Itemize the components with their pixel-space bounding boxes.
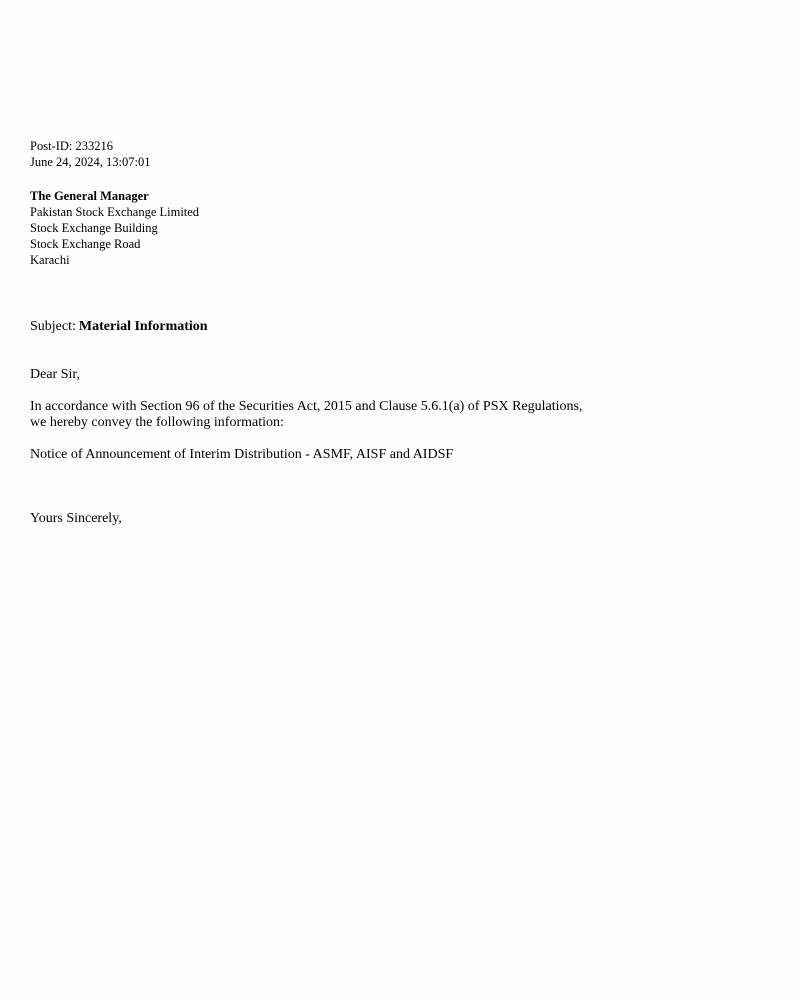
post-datetime: June 24, 2024, 13:07:01 [30,155,151,169]
addressee-block [30,188,199,268]
body-paragraph [30,399,670,431]
addressee-line-1: Pakistan Stock Exchange Limited [30,205,200,219]
addressee-line-2: Stock Exchange Building [30,221,158,235]
addressee-line-4: Karachi [30,253,70,267]
post-meta [30,138,150,170]
salutation: Dear Sir, [30,367,80,382]
addressee-title: The General Manager [30,189,149,203]
subject-label: Subject: [30,319,76,334]
closing: Yours Sincerely, [30,511,122,526]
body-paragraph-line-2: we hereby convey the following information: [30,415,284,430]
body-paragraph-line-1: In accordance with Section 96 of the Securities Act, 2015 and Clause 5.6.1(a) of PSX Regulations, [30,399,583,414]
notice-text: Notice of Announcement of Interim Distribution - ASMF, AISF and AIDSF [30,447,454,462]
post-id: Post-ID: 233216 [30,139,113,153]
subject-value: Material Information [78,319,208,334]
addressee-line-3: Stock Exchange Road [30,237,141,251]
subject-line [30,318,208,336]
